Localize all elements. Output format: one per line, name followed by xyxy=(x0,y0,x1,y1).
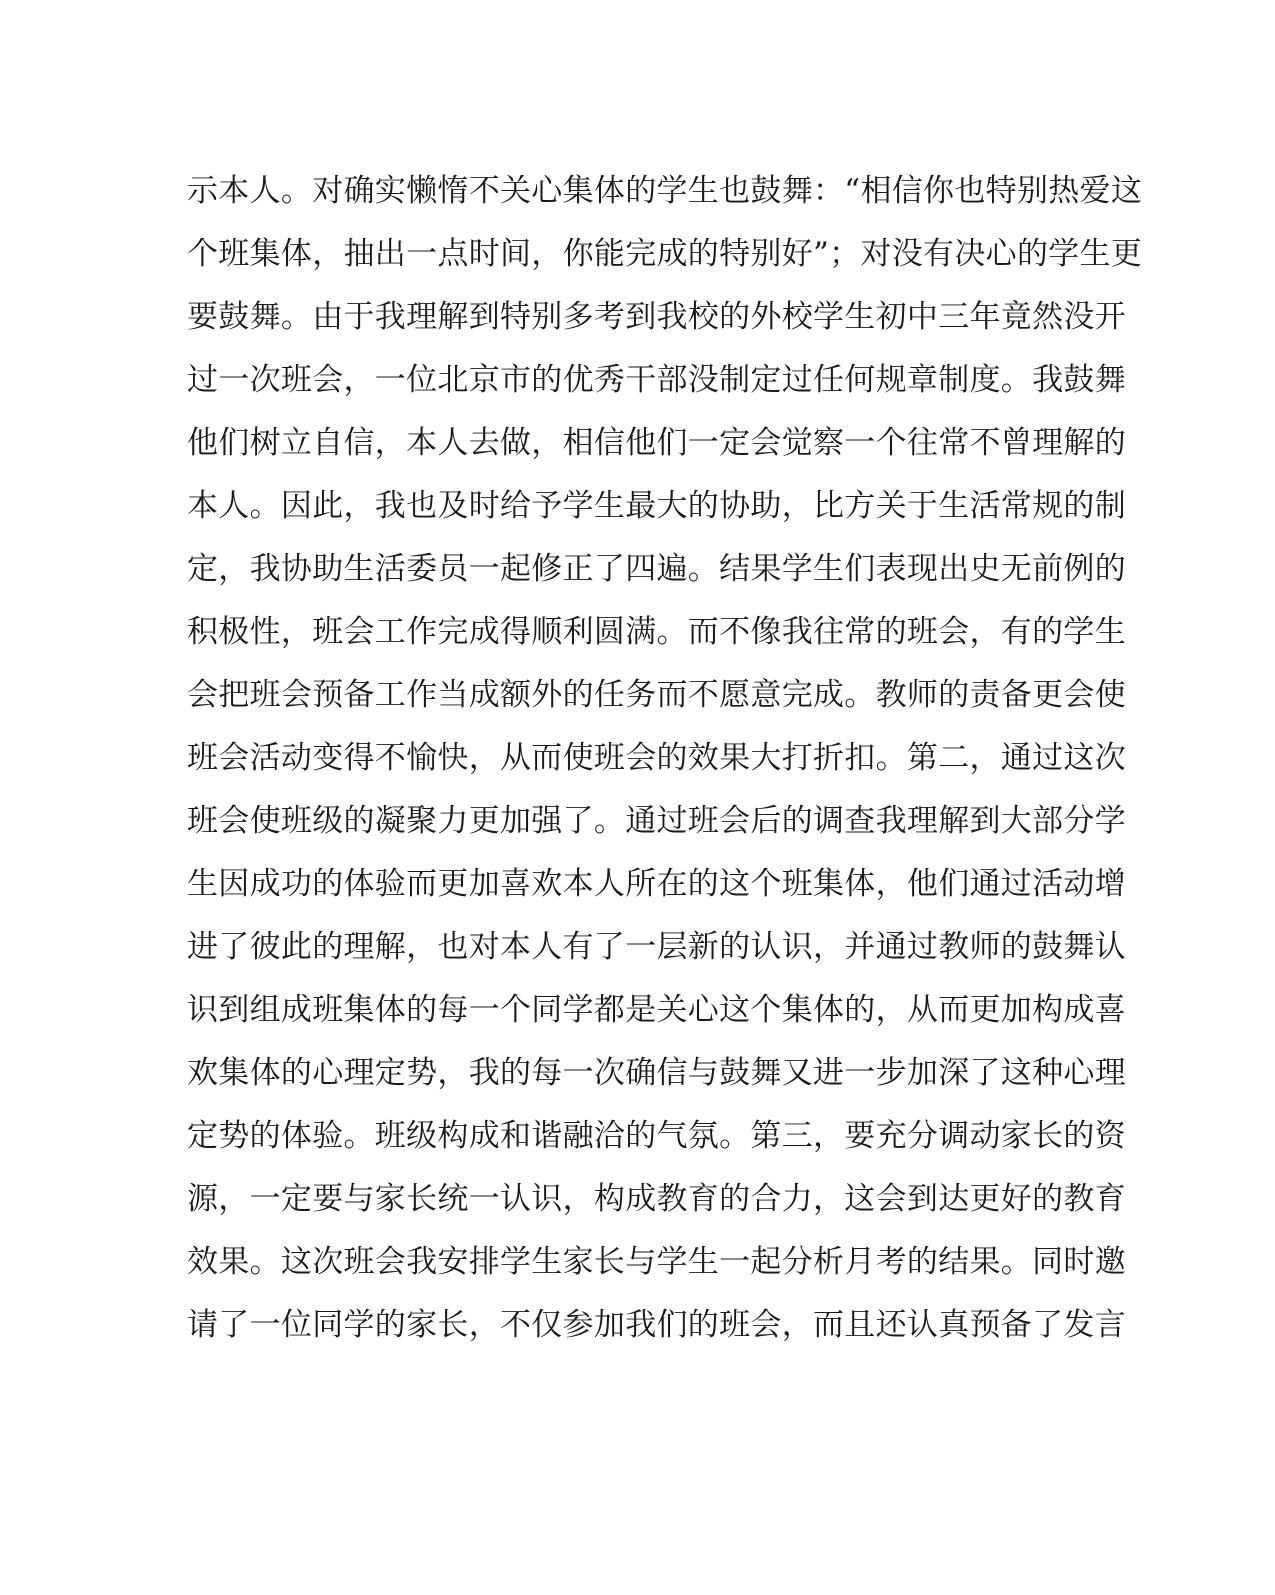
text-line: 班会活动变得不愉快，从而使班会的效果大打折扣。第二，通过这次 xyxy=(187,740,1126,776)
text-line: 班会使班级的凝聚力更加强了。通过班会后的调查我理解到大部分学 xyxy=(187,803,1126,839)
text-line: 示本人。对确实懒惰不关心集体的学生也鼓舞：“相信你也特别热爱这 xyxy=(187,173,1143,209)
text-line: 识到组成班集体的每一个同学都是关心这个集体的，从而更加构成喜 xyxy=(187,992,1126,1028)
text-line: 积极性，班会工作完成得顺利圆满。而不像我往常的班会，有的学生 xyxy=(187,614,1126,650)
text-line: 源，一定要与家长统一认识，构成教育的合力，这会到达更好的教育 xyxy=(187,1181,1126,1217)
body-text xyxy=(187,160,1143,1357)
text-line: 生因成功的体验而更加喜欢本人所在的这个班集体，他们通过活动增 xyxy=(187,866,1126,902)
text-line: 进了彼此的理解，也对本人有了一层新的认识，并通过教师的鼓舞认 xyxy=(187,929,1126,965)
text-line: 定势的体验。班级构成和谐融洽的气氛。第三，要充分调动家长的资 xyxy=(187,1118,1126,1154)
text-line: 效果。这次班会我安排学生家长与学生一起分析月考的结果。同时邀 xyxy=(187,1244,1126,1280)
text-line: 会把班会预备工作当成额外的任务而不愿意完成。教师的责备更会使 xyxy=(187,677,1126,713)
text-line: 过一次班会，一位北京市的优秀干部没制定过任何规章制度。我鼓舞 xyxy=(187,362,1126,398)
text-line: 本人。因此，我也及时给予学生最大的协助，比方关于生活常规的制 xyxy=(187,488,1126,524)
text-line: 他们树立自信，本人去做，相信他们一定会觉察一个往常不曾理解的 xyxy=(187,425,1126,461)
text-line: 要鼓舞。由于我理解到特别多考到我校的外校学生初中三年竟然没开 xyxy=(187,299,1126,335)
text-line: 定，我协助生活委员一起修正了四遍。结果学生们表现出史无前例的 xyxy=(187,551,1126,587)
text-line: 个班集体，抽出一点时间，你能完成的特别好”；对没有决心的学生更 xyxy=(187,236,1143,272)
text-line: 欢集体的心理定势，我的每一次确信与鼓舞又进一步加深了这种心理 xyxy=(187,1055,1126,1091)
text-line: 请了一位同学的家长，不仅参加我们的班会，而且还认真预备了发言 xyxy=(187,1307,1126,1343)
